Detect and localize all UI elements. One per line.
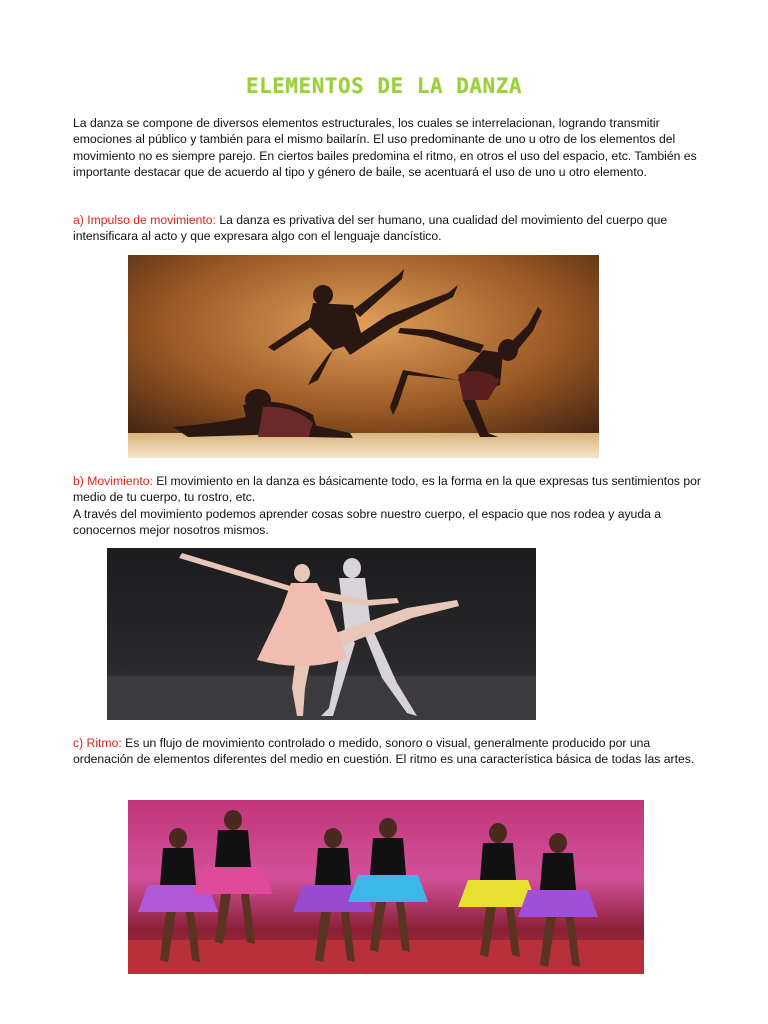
section-text-continued: A través del movimiento podemos aprender cosas sobre nuestro cuerpo, el espacio que nos rodea y ayuda a conocernos mejor nosotros mismos. (73, 506, 662, 537)
dancers-contemporary-photo (128, 255, 599, 458)
section-label: c) Ritmo: (73, 736, 122, 750)
section-ritmo (73, 735, 703, 768)
section-impulso (73, 212, 703, 245)
section-text: El movimiento en la danza es básicamente todo, es la forma en la que expresas tus sentimientos por medio de tu cuerpo, tu rostro, etc. (73, 474, 701, 505)
ballet-couple-photo (107, 548, 536, 720)
section-label: b) Movimiento: (73, 474, 153, 488)
intro-paragraph: La danza se compone de diversos elementos estructurales, los cuales se interrelacionan, logrando transmitir emociones al público y también para el mismo bailarín. El uso predominante de uno u otro de los elementos del movimiento no es siempre parejo. En ciertos bailes predomina el ritmo, en otros el uso del espacio, etc. También es importante destacar que de acuerdo al tipo y género de baile, se acentuará el uso de uno u otro elemento. (73, 116, 697, 179)
page-title: ELEMENTOS DE LA DANZA (245, 74, 522, 98)
section-text: La danza es privativa del ser humano, una cualidad del movimiento del cuerpo que intensificara al acto y que expresara algo con el lenguaje dancístico. (73, 213, 668, 244)
dance-group-photo (128, 800, 644, 974)
section-label: a) Impulso de movimiento: (73, 213, 216, 227)
section-text: Es un flujo de movimiento controlado o medido, sonoro o visual, generalmente producido por una ordenación de elementos diferentes del medio en cuestión. El ritmo es una característica básica de todas las artes. (73, 736, 695, 767)
section-movimiento (73, 473, 703, 538)
